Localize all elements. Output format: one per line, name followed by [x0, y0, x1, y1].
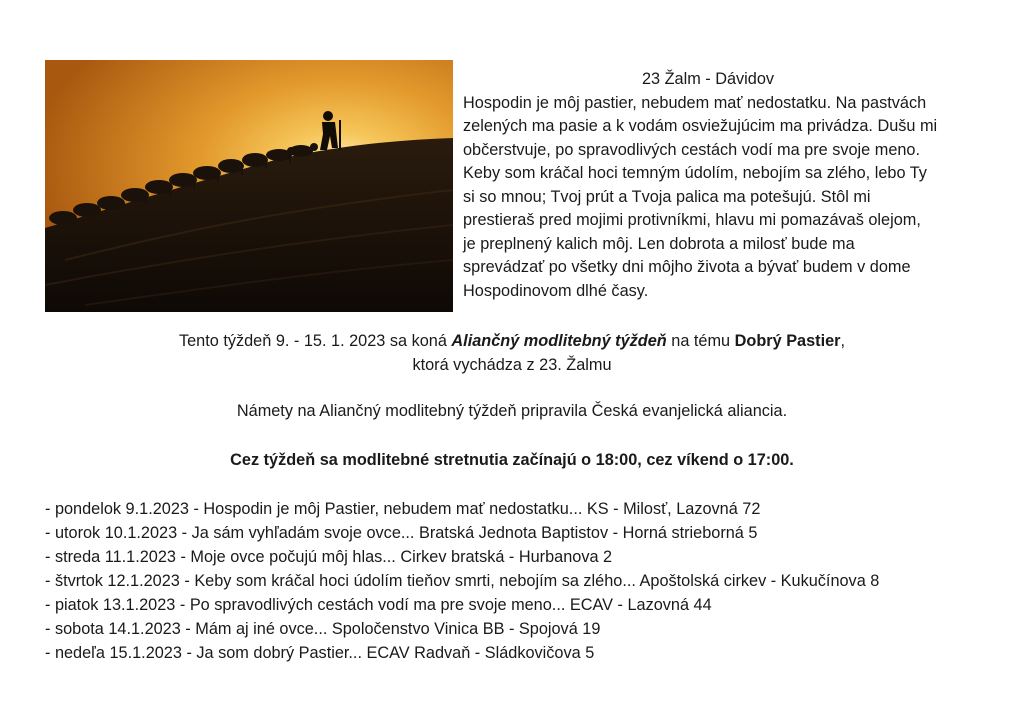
psalm-line: je preplnený kalich môj. Len dobrota a milosť bude ma: [463, 234, 855, 253]
intro-line-1: [0, 330, 1024, 354]
schedule-item: - pondelok 9.1.2023 - Hospodin je môj Pastier, nebudem mať nedostatku... KS - Milosť, Lazovná 72: [45, 500, 761, 518]
schedule-item: - štvrtok 12.1.2023 - Keby som kráčal hoci údolím tieňov smrti, nebojím sa zlého... Apoštolská cirkev - Kukučínova 8: [45, 572, 880, 590]
psalm-line: prestieraš pred mojimi protivníkmi, hlavu mi pomazávaš olejom,: [463, 211, 921, 229]
shepherd-silhouette-icon: [45, 60, 453, 312]
themes-note: Námety na Aliančný modlitebný týždeň pripravila Česká evanjelická aliancia.: [236, 402, 788, 420]
schedule-item: - piatok 13.1.2023 - Po spravodlivých cestách vodí ma pre svoje meno... ECAV - Lazovná 44: [45, 596, 712, 614]
schedule-item: - streda 11.1.2023 - Moje ovce počujú môj hlas... Cirkev bratská - Hurbanova 2: [45, 548, 613, 566]
schedule-list: [45, 497, 1005, 665]
psalm-line: sprevádzať po všetky dni môjho života a bývať budem v dome: [463, 258, 911, 276]
psalm-block: [463, 68, 983, 303]
psalm-line: občerstvuje, po spravodlivých cestách vodí ma pre svoje meno.: [463, 140, 921, 159]
schedule-item: - utorok 10.1.2023 - Ja sám vyhľadám svoje ovce... Bratská Jednota Baptistov - Horná strieborná 5: [45, 524, 758, 542]
theme-name: Dobrý Pastier: [734, 332, 841, 350]
psalm-line: Keby som kráčal hoci temným údolím, nebojím sa zlého, lebo Ty: [463, 164, 927, 182]
schedule-item: - sobota 14.1.2023 - Mám aj iné ovce... Spoločenstvo Vinica BB - Spojová 19: [45, 620, 601, 638]
event-name: Aliančný modlitebný týždeň: [451, 332, 667, 350]
psalm-line: Hospodin je môj pastier, nebudem mať nedostatku. Na pastvách: [463, 93, 927, 112]
times-note: Cez týždeň sa modlitebné stretnutia začínajú o 18:00, cez víkend o 17:00.: [230, 451, 794, 469]
intro-text: ,: [840, 332, 846, 350]
shepherd-photo: [45, 60, 453, 312]
intro-text: na tému: [666, 332, 735, 350]
intro-text: Tento týždeň 9. - 15. 1. 2023 sa koná: [178, 332, 452, 350]
psalm-title: 23 Žalm - Dávidov: [641, 70, 775, 88]
psalm-line: si so mnou; Tvoj prút a Tvoja palica ma potešujú. Stôl mi: [463, 187, 871, 206]
psalm-line: Hospodinovom dlhé časy.: [463, 281, 649, 300]
intro-line-2: ktorá vychádza z 23. Žalmu: [412, 355, 612, 374]
schedule-item: - nedeľa 15.1.2023 - Ja som dobrý Pastier... ECAV Radvaň - Sládkovičova 5: [45, 644, 595, 662]
psalm-line: zelených ma pasie a k vodám osviežujúcim ma privádza. Dušu mi: [463, 117, 938, 135]
intro-paragraph: [0, 330, 1024, 377]
